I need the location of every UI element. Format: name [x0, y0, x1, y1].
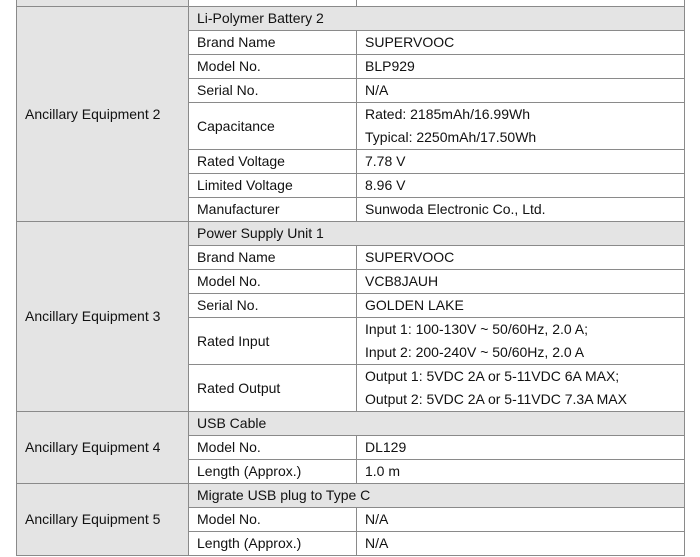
field-label: Rated Input	[189, 318, 357, 365]
field-value	[357, 270, 685, 294]
section-title: USB Cable	[189, 412, 685, 436]
equipment-label: Ancillary Equipment 5	[17, 484, 189, 556]
field-value-line: Input 1: 100-130V ~ 50/60Hz, 2.0 A;	[365, 321, 588, 337]
field-value	[357, 174, 685, 198]
field-value	[357, 318, 685, 365]
field-value-line: SUPERVOOC	[365, 249, 455, 265]
field-label: Length (Approx.)	[189, 532, 357, 556]
field-value-line: 7.78 V	[365, 153, 406, 169]
field-label: Model No.	[189, 508, 357, 532]
field-value-line: N/A	[365, 511, 389, 527]
field-value-line: 8.96 V	[365, 177, 406, 193]
field-label: Brand Name	[189, 31, 357, 55]
field-value-line: BLP929	[365, 58, 415, 74]
field-label: Limited Voltage	[189, 174, 357, 198]
field-value	[357, 31, 685, 55]
section-title-row	[17, 412, 685, 436]
field-value	[357, 246, 685, 270]
field-value-line: VCB8JAUH	[365, 273, 439, 289]
field-label: Manufacturer	[189, 198, 357, 222]
field-value	[357, 436, 685, 460]
section-title-row	[17, 222, 685, 246]
field-value	[357, 460, 685, 484]
field-value-line: Sunwoda Electronic Co., Ltd.	[365, 201, 546, 217]
field-value	[357, 79, 685, 103]
field-label: Capacitance	[189, 103, 357, 150]
field-value-line: SUPERVOOC	[365, 34, 455, 50]
field-value	[357, 150, 685, 174]
field-value-line: Input 2: 200-240V ~ 50/60Hz, 2.0 A	[365, 344, 585, 360]
section-title-row	[17, 484, 685, 508]
equipment-label: Ancillary Equipment 4	[17, 412, 189, 484]
field-label: Rated Output	[189, 365, 357, 412]
spec-table-body	[17, 0, 685, 556]
section-title: Power Supply Unit 1	[189, 222, 685, 246]
field-value-line: Typical: 2250mAh/17.50Wh	[365, 129, 537, 145]
equipment-label: Ancillary Equipment 3	[17, 222, 189, 412]
section-title: Migrate USB plug to Type C	[189, 484, 685, 508]
equipment-label: Ancillary Equipment 2	[17, 7, 189, 222]
field-value-line: GOLDEN LAKE	[365, 297, 464, 313]
field-value	[357, 294, 685, 318]
field-label: Model No.	[189, 55, 357, 79]
field-label: Model No.	[189, 270, 357, 294]
section-title-row	[17, 7, 685, 31]
spec-table	[16, 0, 685, 556]
field-label: Length (Approx.)	[189, 460, 357, 484]
field-value	[357, 198, 685, 222]
field-value	[357, 532, 685, 556]
field-value	[357, 508, 685, 532]
field-value	[357, 365, 685, 412]
section-title: Li-Polymer Battery 2	[189, 7, 685, 31]
field-value-line: DL129	[365, 439, 407, 455]
field-value-line: Output 2: 5VDC 2A or 5-11VDC 7.3A MAX	[365, 391, 627, 407]
field-value-line: 1.0 m	[365, 463, 401, 479]
field-value-line: Output 1: 5VDC 2A or 5-11VDC 6A MAX;	[365, 368, 620, 384]
field-label: Rated Voltage	[189, 150, 357, 174]
field-value-line: N/A	[365, 82, 389, 98]
field-value-line: N/A	[365, 535, 389, 551]
field-label: Brand Name	[189, 246, 357, 270]
field-label: Model No.	[189, 436, 357, 460]
field-value	[357, 103, 685, 150]
field-value	[357, 55, 685, 79]
field-label: Serial No.	[189, 294, 357, 318]
field-label: Serial No.	[189, 79, 357, 103]
field-value-line: Rated: 2185mAh/16.99Wh	[365, 106, 530, 122]
